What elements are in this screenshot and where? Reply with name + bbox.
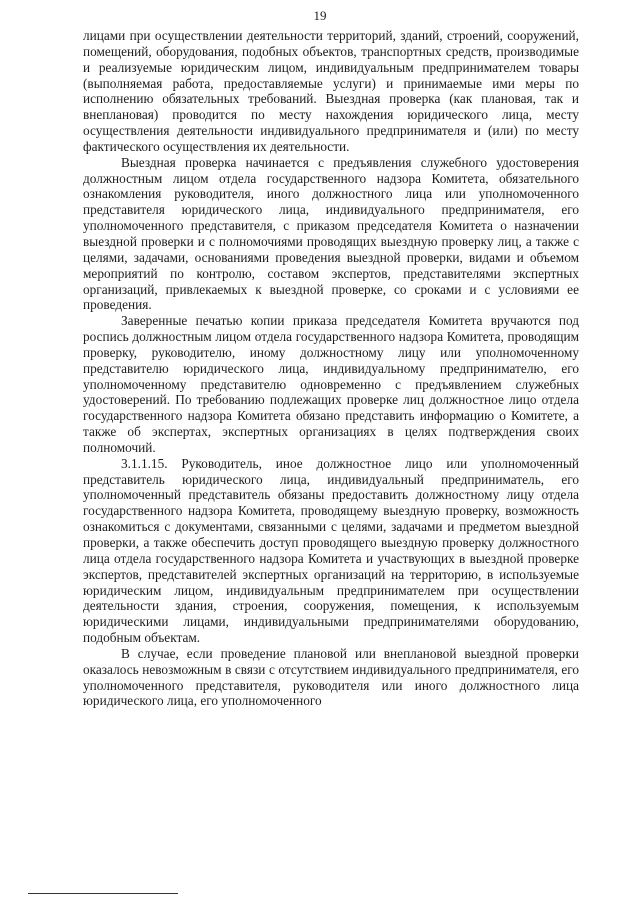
paragraph: В случае, если проведение плановой или внеплановой выездной проверки оказалось невозможным в связи с отсутствием индивидуального предпринимателя, его уполномоченного представителя, руководителя или иного должностного лица юридического лица, его уполномоченного [83, 645, 579, 709]
paragraph: лицами при осуществлении деятельности территорий, зданий, строений, сооружений, помещений, оборудования, подобных объектов, транспортных средств, производимые и реализуемые юридическим лицом, индивидуальным предпринимателем товары (выполняемая работа, предоставляемые услуги) и принимаемые ими меры по исполнению обязательных требований. Выездная проверка (как плановая, так и внеплановая) проводится по месту нахождения юридического лица, месту осуществления деятельности индивидуального предпринимателя и (или) по месту фактического осуществления их деятельности. [83, 28, 579, 154]
paragraph: Выездная проверка начинается с предъявления служебного удостоверения должностным лицом отдела государственного надзора Комитета, обязательного ознакомления руководителя, иного должностного лица или уполномоченного представителя юридического лица, индивидуального предпринимателя, его уполномоченного представителя, с приказом председателя Комитета о назначении выездной проверки и с полномочиями проводящих выездную проверку лиц, а также с целями, задачами, основаниями проведения выездной проверки, видами и объемом мероприятий по контролю, составом экспертов, представителями экспертных организаций, привлекаемых к выездной проверке, со сроками и с условиями ее проведения. [83, 154, 579, 313]
document-body [83, 28, 579, 709]
paragraph: Заверенные печатью копии приказа председателя Комитета вручаются под роспись должностным лицом отдела государственного надзора Комитета, проводящим проверку, руководителю, иному должностному лицу или уполномоченному представителю юридического лица, индивидуальному предпринимателю, его уполномоченному представителю одновременно с предъявлением служебных удостоверений. По требованию подлежащих проверке лиц должностное лицо отдела государственного надзора Комитета обязано представить информацию о Комитете, а также об экспертах, экспертных организациях в целях подтверждения своих полномочий. [83, 313, 579, 455]
paragraph: 3.1.1.15. Руководитель, иное должностное лицо или уполномоченный представитель юридического лица, индивидуальный предприниматель, его уполномоченный представитель обязаны предоставить должностному лицу отдела государственного надзора Комитета, проводящему выездную проверку, возможность ознакомиться с документами, связанными с целями, задачами и предметом выездной проверки, а также обеспечить доступ проводящего выездную проверку должностного лица отдела государственного надзора Комитета и участвующих в выездной проверке экспертов, представителей экспертных организаций на территорию, в используемые юридическим лицом, индивидуальным предпринимателем при осуществлении деятельности здания, строения, сооружения, помещения, к используемым юридическими лицами, индивидуальными предпринимателями оборудованию, подобным объектам. [83, 455, 579, 646]
footnote-divider [28, 893, 178, 894]
page-number: 19 [313, 8, 327, 23]
